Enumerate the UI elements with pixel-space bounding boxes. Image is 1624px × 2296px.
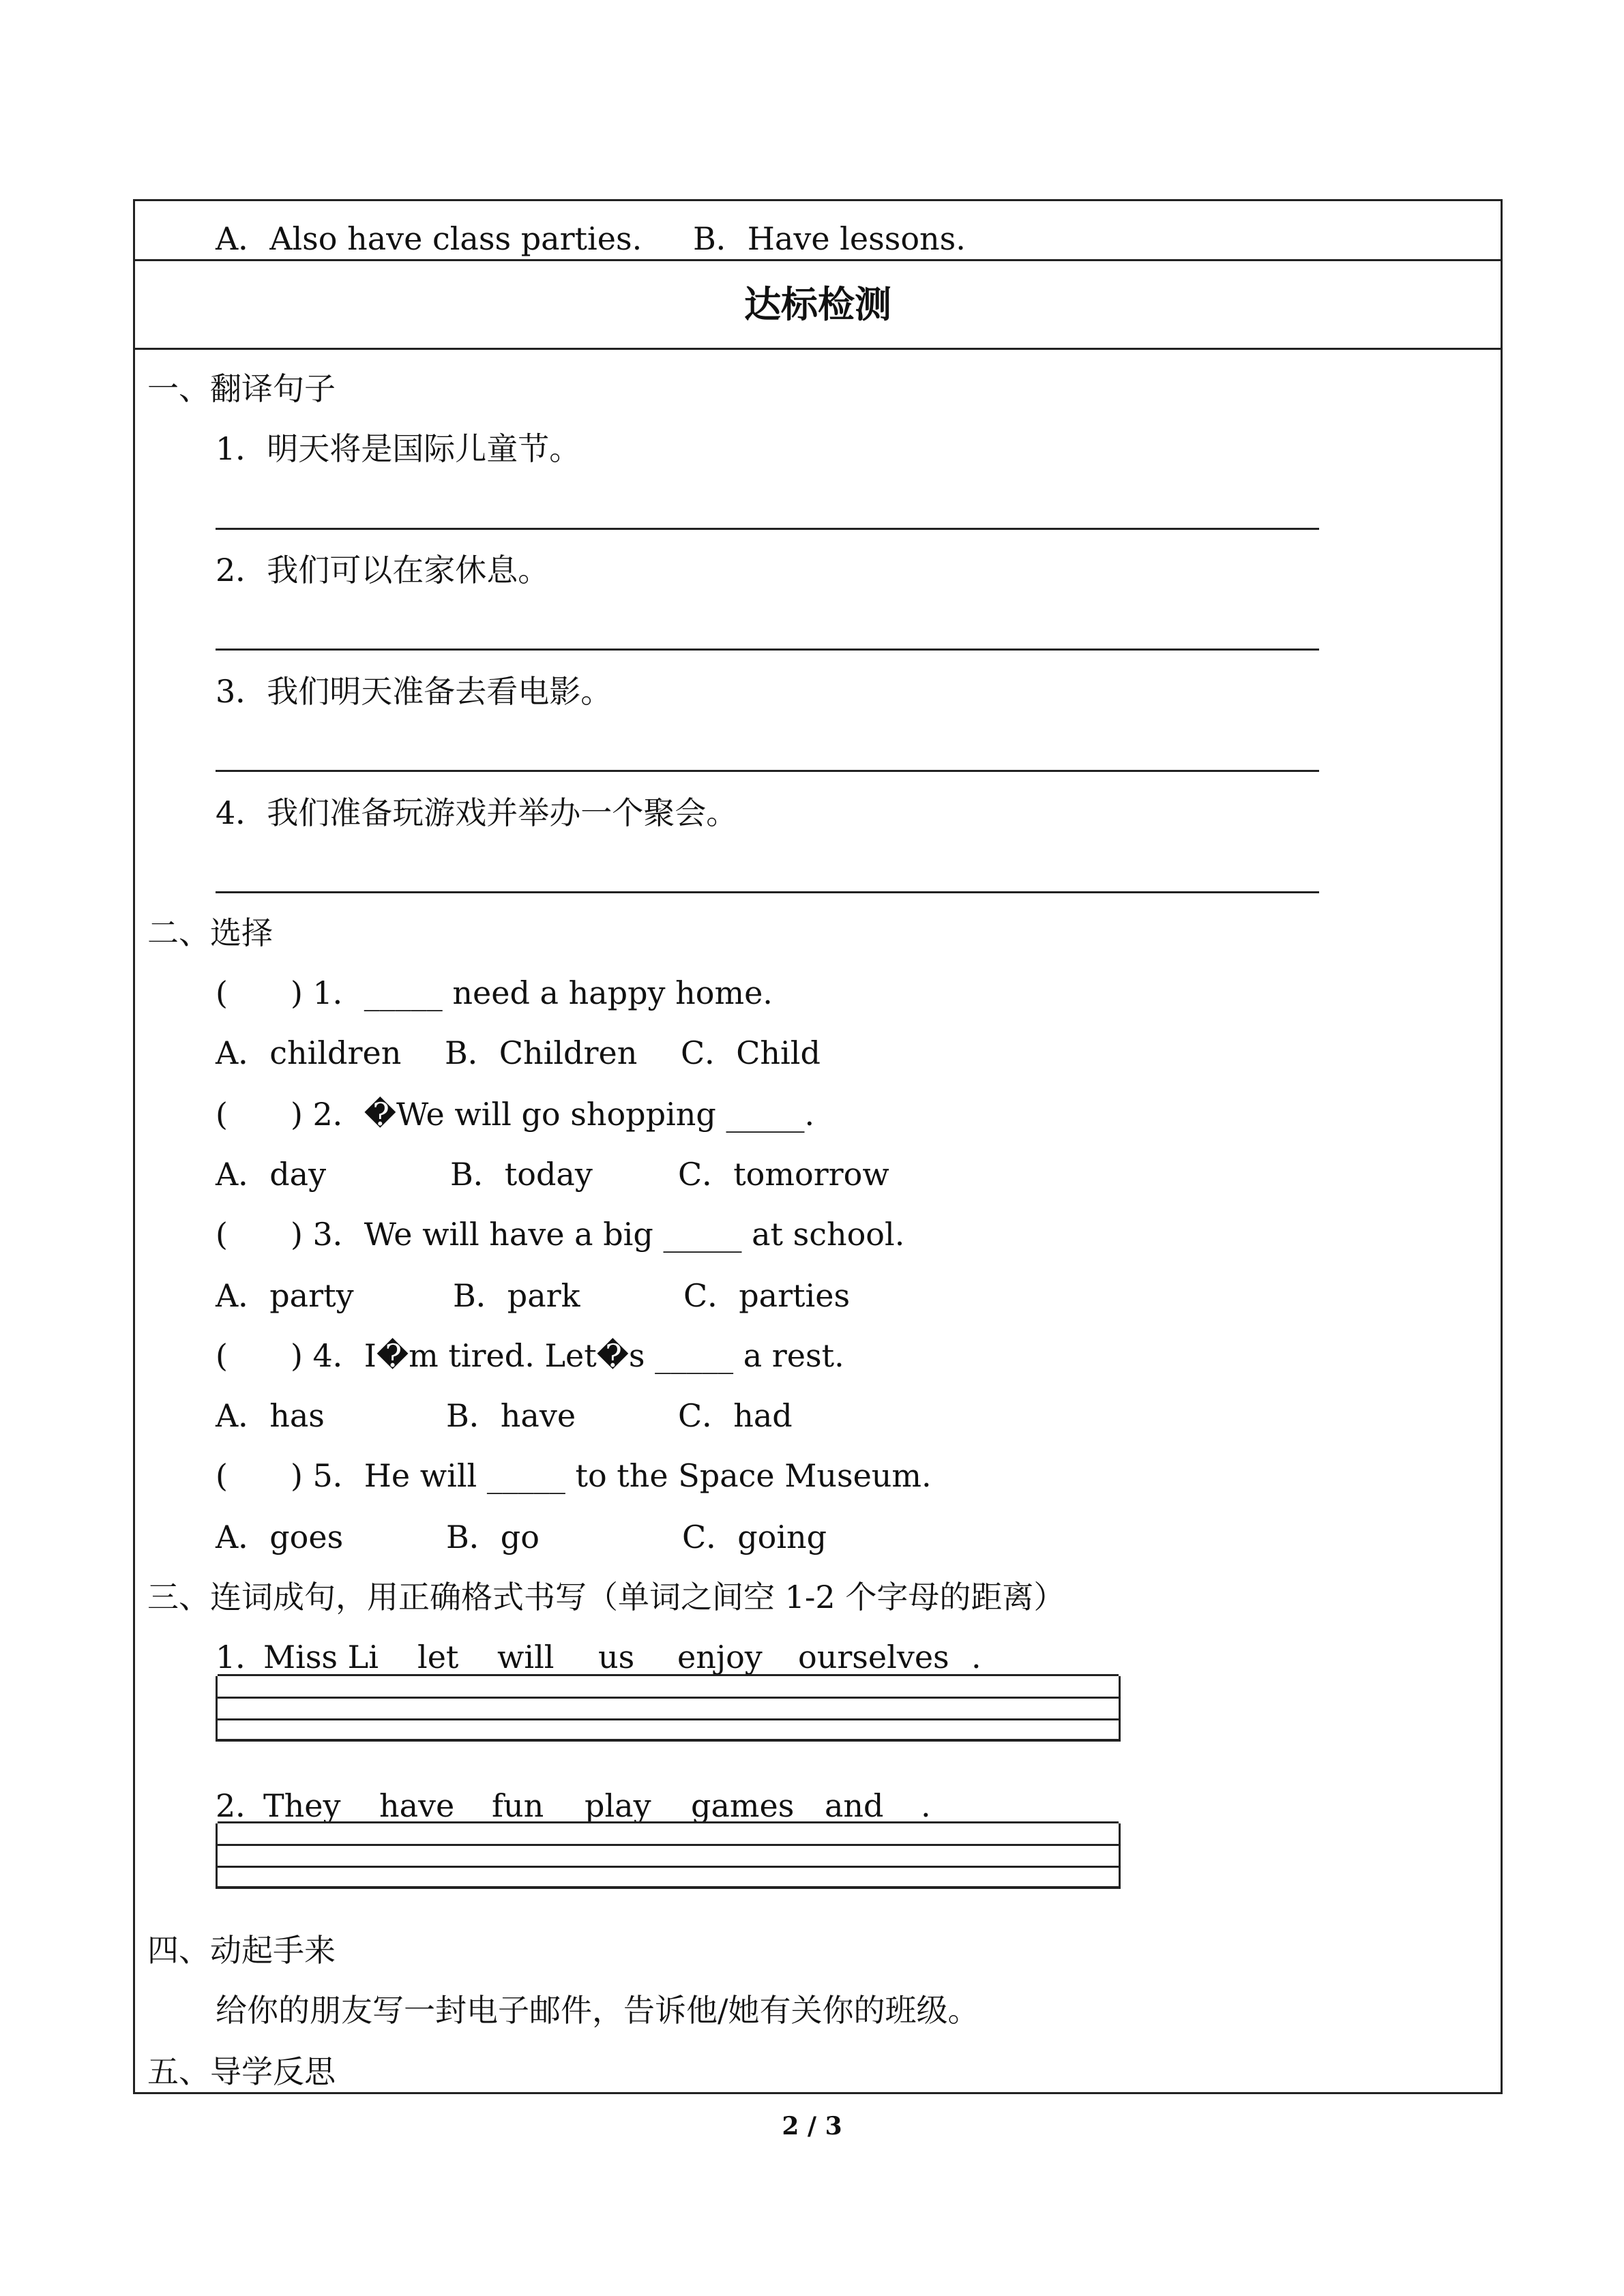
page-number: 2 / 3 <box>782 2112 842 2141</box>
reorder-word: us <box>598 1639 635 1675</box>
q1-option-b[interactable]: B．Children <box>445 1034 638 1071</box>
q2-option-c[interactable]: C．tomorrow <box>678 1156 889 1193</box>
q2-option-a[interactable]: A．day <box>216 1156 327 1193</box>
part4-heading: 四、动起手来 <box>147 1932 336 1969</box>
reorder-2-number: 2． <box>216 1787 267 1824</box>
reorder-word: They <box>263 1787 341 1824</box>
writing-rule <box>218 1697 1119 1699</box>
answer-line[interactable] <box>216 528 1319 530</box>
reorder-word: Miss Li <box>263 1639 379 1675</box>
part1-heading: 一、翻译句子 <box>147 370 336 407</box>
reorder-word: . <box>971 1639 981 1675</box>
q4-option-a[interactable]: A．has <box>216 1397 325 1434</box>
writing-lines[interactable] <box>216 1823 1121 1889</box>
reorder-word: enjoy <box>677 1639 763 1675</box>
translate-item-3: 3．我们明天准备去看电影。 <box>216 673 612 710</box>
reorder-word: let <box>417 1639 459 1675</box>
q1-option-a[interactable]: A．children <box>216 1034 402 1071</box>
reorder-word: play <box>585 1787 651 1824</box>
q2-option-b[interactable]: B．today <box>450 1156 593 1193</box>
divider <box>133 259 1503 261</box>
divider <box>133 348 1503 350</box>
q5-option-c[interactable]: C．going <box>682 1519 827 1555</box>
translate-item-2: 2．我们可以在家休息。 <box>216 552 550 588</box>
q4-option-b[interactable]: B．have <box>446 1397 576 1434</box>
answer-line[interactable] <box>216 891 1319 893</box>
q3-option-a[interactable]: A．party <box>216 1277 354 1314</box>
writing-rule <box>218 1674 1119 1676</box>
reorder-word: . <box>921 1787 931 1824</box>
question-4-stem: ( ) 4．I�m tired. Let�s _____ a rest. <box>216 1337 844 1374</box>
question-1-stem: ( ) 1．_____ need a happy home. <box>216 974 773 1011</box>
reorder-word: ourselves <box>798 1639 949 1675</box>
top-option-b: B．Have lessons. <box>693 220 966 257</box>
part3-heading: 三、连词成句，用正确格式书写（单词之间空 1-2 个字母的距离） <box>147 1579 1065 1615</box>
q4-option-c[interactable]: C．had <box>678 1397 793 1434</box>
reorder-1-number: 1． <box>216 1639 267 1675</box>
part4-instruction: 给你的朋友写一封电子邮件，告诉他/她有关你的班级。 <box>216 1992 979 2029</box>
section-title: 达标检测 <box>744 283 891 326</box>
part2-heading: 二、选择 <box>147 914 273 951</box>
q5-option-a[interactable]: A．goes <box>216 1519 344 1555</box>
answer-line[interactable] <box>216 770 1319 772</box>
writing-lines[interactable] <box>216 1676 1121 1742</box>
answer-line[interactable] <box>216 648 1319 651</box>
reorder-word: have <box>379 1787 455 1824</box>
q3-option-b[interactable]: B．park <box>453 1277 580 1314</box>
question-2-stem: ( ) 2．�We will go shopping _____. <box>216 1096 815 1133</box>
reorder-word: will <box>497 1639 555 1675</box>
question-5-stem: ( ) 5．He will _____ to the Space Museum. <box>216 1457 932 1494</box>
reorder-word: and <box>825 1787 884 1824</box>
writing-rule <box>218 1821 1119 1823</box>
top-option-a: A．Also have class parties. <box>216 220 643 257</box>
part5-heading: 五、导学反思 <box>147 2053 336 2090</box>
translate-item-1: 1．明天将是国际儿童节。 <box>216 430 581 467</box>
reorder-word: fun <box>492 1787 544 1824</box>
question-3-stem: ( ) 3．We will have a big _____ at school. <box>216 1216 905 1253</box>
q1-option-c[interactable]: C．Child <box>681 1034 821 1071</box>
writing-rule <box>218 1844 1119 1846</box>
q5-option-b[interactable]: B．go <box>446 1519 540 1555</box>
writing-rule <box>218 1866 1119 1868</box>
translate-item-4: 4．我们准备玩游戏并举办一个聚会。 <box>216 794 738 831</box>
reorder-word: games <box>691 1787 795 1824</box>
q3-option-c[interactable]: C．parties <box>683 1277 851 1314</box>
writing-rule <box>218 1718 1119 1720</box>
